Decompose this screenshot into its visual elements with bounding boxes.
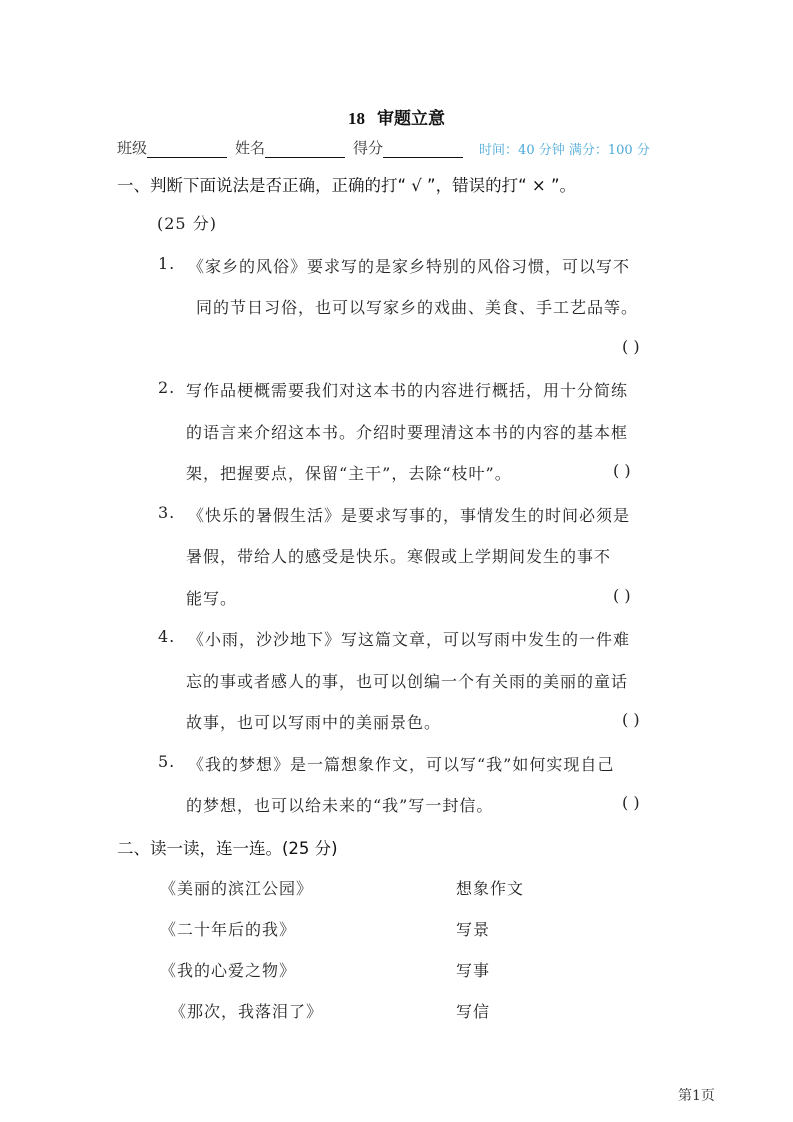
match-left-1[interactable]: 《美丽的滨江公园》 — [160, 879, 314, 898]
item-3-line-1: 《快乐的暑假生活》是要求写事的，事情发生的时间必须是 — [188, 506, 631, 525]
item-2-line-1: 写作品梗概需要我们对这本书的内容进行概括，用十分简练 — [186, 381, 629, 400]
name-blank[interactable] — [265, 141, 345, 158]
section1-score: (25 分) — [157, 214, 217, 233]
item-4-number: 4. — [158, 627, 176, 646]
item-3-line-2: 暑假，带给人的感受是快乐。寒假或上学期间发生的事不 — [186, 547, 612, 566]
match-left-2[interactable]: 《二十年后的我》 — [160, 920, 297, 939]
item-2-answer-blank[interactable]: ( ) — [613, 461, 631, 480]
match-right-2[interactable]: 写景 — [456, 920, 491, 939]
item-3-answer-blank[interactable]: ( ) — [613, 586, 631, 605]
section2-heading: 二、读一读，连一连。(25 分) — [117, 839, 338, 858]
match-right-4[interactable]: 写信 — [456, 1002, 491, 1021]
match-left-4[interactable]: 《那次，我落泪了》 — [170, 1002, 324, 1021]
item-2-line-3: 架，把握要点，保留“主干”，去除“枝叶”。 — [186, 464, 512, 483]
item-4-answer-blank[interactable]: ( ) — [622, 710, 640, 729]
class-label: 班级 — [117, 139, 148, 157]
item-4-line-2: 忘的事或者感人的事，也可以创编一个有关雨的美丽的童话 — [186, 672, 629, 691]
time-score-meta: 时间：40 分钟 满分：100 分 — [479, 143, 650, 158]
match-left-3[interactable]: 《我的心爱之物》 — [160, 961, 297, 980]
item-5-line-2: 的梦想，也可以给未来的“我”写一封信。 — [186, 796, 494, 815]
item-1-number: 1. — [158, 254, 176, 273]
match-right-3[interactable]: 写事 — [456, 961, 491, 980]
item-2-number: 2. — [158, 378, 176, 397]
item-4-line-1: 《小雨，沙沙地下》写这篇文章，可以写雨中发生的一件难 — [188, 630, 631, 649]
item-3-number: 3. — [158, 503, 176, 522]
name-label: 姓名 — [235, 139, 266, 157]
section1-heading: 一、判断下面说法是否正确，正确的打“ √ ”，错误的打“ × ”。 — [117, 176, 577, 195]
match-right-1[interactable]: 想象作文 — [456, 879, 525, 898]
item-2-line-2: 的语言来介绍这本书。介绍时要理清这本书的内容的基本框 — [186, 423, 629, 442]
lesson-number: 18 — [348, 109, 366, 128]
item-1-answer-blank[interactable]: ( ) — [622, 337, 640, 356]
item-1-line-1: 《家乡的风俗》要求写的是家乡特别的风俗习惯，可以写不 — [188, 257, 631, 276]
item-1-line-2: 同的节日习俗，也可以写家乡的戏曲、美食、手工艺品等。 — [196, 298, 639, 317]
item-5-line-1: 《我的梦想》是一篇想象作文，可以写“我”如何实现自己 — [188, 755, 615, 774]
item-5-answer-blank[interactable]: ( ) — [622, 793, 640, 812]
item-5-number: 5. — [158, 752, 176, 771]
page-number: 第1页 — [678, 1088, 715, 1104]
student-info-line — [117, 137, 650, 158]
class-blank[interactable] — [147, 141, 227, 158]
score-label: 得分 — [353, 139, 384, 157]
score-blank[interactable] — [383, 141, 463, 158]
item-3-line-3: 能写。 — [186, 589, 238, 608]
page-title — [0, 104, 793, 129]
item-4-line-3: 故事，也可以写雨中的美丽景色。 — [186, 713, 442, 732]
lesson-title: 审题立意 — [376, 109, 445, 129]
